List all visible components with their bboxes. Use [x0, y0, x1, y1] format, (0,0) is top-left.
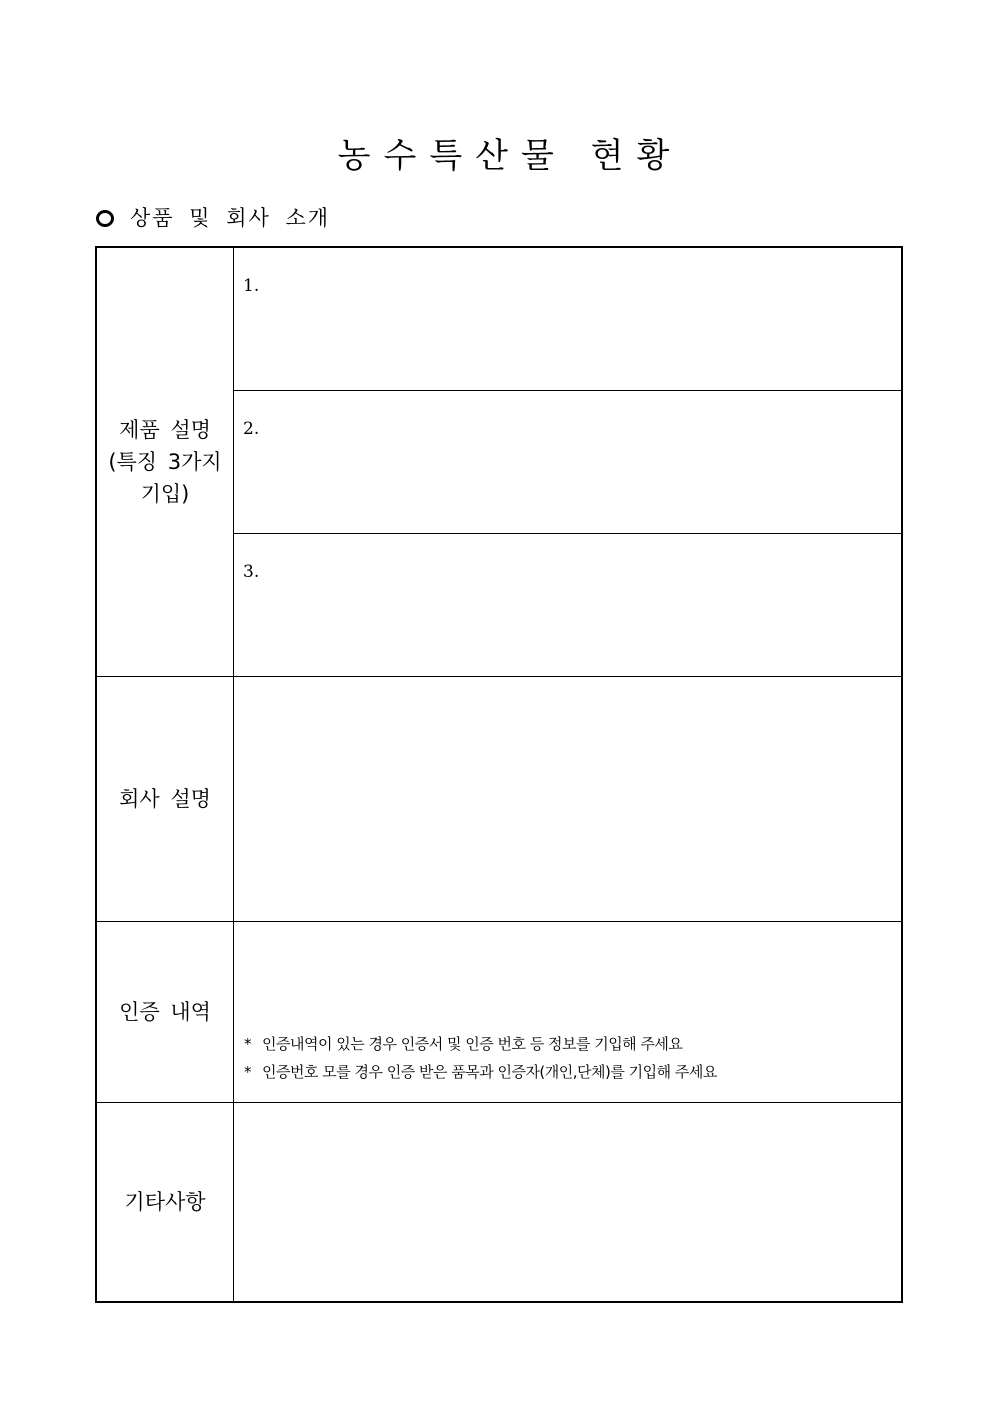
product-feature-2-field[interactable]: [234, 391, 902, 534]
product-description-label-line2: (특징 3가지: [108, 450, 222, 475]
product-feature-3-number: 3.: [243, 562, 260, 583]
product-feature-3-field[interactable]: [234, 534, 902, 677]
company-row: [97, 677, 902, 921]
certification-row: [97, 921, 902, 1102]
note-1-marker: *: [244, 1034, 251, 1053]
product-description-label-cell: [97, 248, 234, 677]
company-description-label: 회사 설명: [97, 677, 234, 921]
product-description-label-line1: 제품 설명: [119, 418, 211, 443]
note-2-text: 인증번호 모를 경우 인증 받은 품목과 인증자(개인,단체)를 기입해 주세요: [262, 1062, 717, 1081]
section-heading-label: 상품 및 회사 소개: [130, 206, 331, 230]
product-feature-1-number: 1.: [243, 276, 260, 296]
other-field[interactable]: [234, 1102, 902, 1301]
company-description-field[interactable]: [234, 677, 902, 921]
certification-note-2: [244, 1058, 717, 1086]
certification-note-1: [244, 1030, 717, 1058]
other-label: 기타사항: [97, 1102, 234, 1301]
product-feature-2-number: 2.: [243, 419, 260, 440]
page-title: 농수특산물 현황: [337, 136, 683, 176]
info-form-table: [96, 247, 902, 1302]
product-row-1: [97, 248, 902, 391]
ring-bullet-icon: [96, 210, 114, 227]
certification-label: 인증 내역: [97, 921, 234, 1102]
product-description-label-line3: 기입): [140, 482, 190, 507]
certification-notes: [244, 1030, 717, 1086]
section-heading: [96, 202, 330, 232]
product-feature-1-field[interactable]: [234, 248, 902, 391]
note-1-text: 인증내역이 있는 경우 인증서 및 인증 번호 등 정보를 기입해 주세요: [262, 1034, 683, 1053]
other-row: [97, 1102, 902, 1301]
certification-field[interactable]: [234, 921, 902, 1102]
note-2-marker: *: [244, 1062, 251, 1081]
